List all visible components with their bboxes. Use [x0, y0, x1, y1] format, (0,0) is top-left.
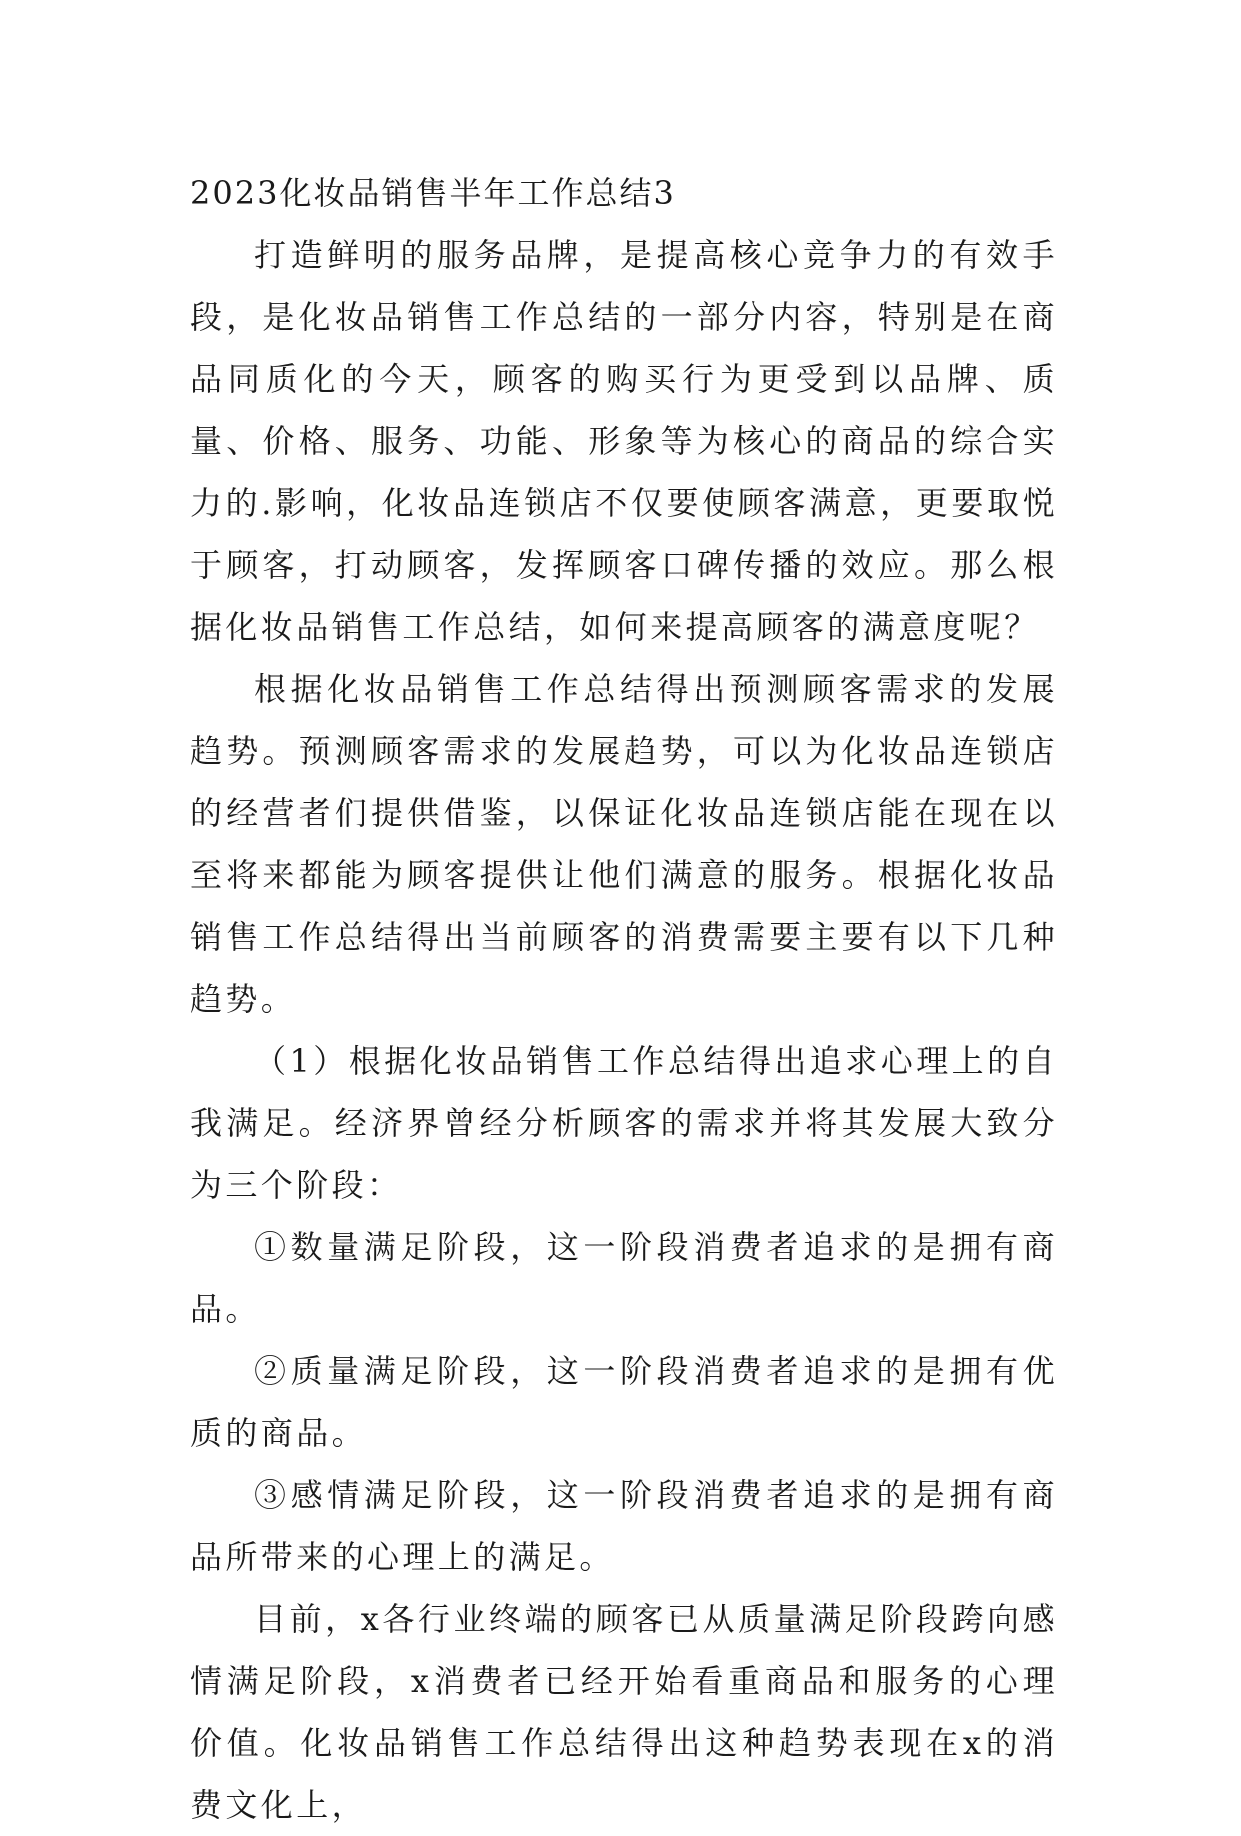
- paragraph-point-1: （1）根据化妆品销售工作总结得出追求心理上的自我满足。经济界曾经分析顾客的需求并将其发展大致分为三个阶段：: [190, 1042, 1058, 1204]
- paragraph-stage-2: ②质量满足阶段，这一阶段消费者追求的是拥有优质的商品。: [190, 1352, 1058, 1452]
- paragraph-trends: 根据化妆品销售工作总结得出预测顾客需求的发展趋势。预测顾客需求的发展趋势，可以为化妆品连锁店的经营者们提供借鉴，以保证化妆品连锁店能在现在以至将来都能为顾客提供让他们满意的服务。根据化妆品销售工作总结得出当前顾客的消费需要主要有以下几种趋势。: [190, 670, 1058, 1018]
- document-body: [190, 162, 1058, 1836]
- document-title: 2023化妆品销售半年工作总结3: [190, 174, 676, 212]
- paragraph-stage-1: ①数量满足阶段，这一阶段消费者追求的是拥有商品。: [190, 1228, 1058, 1328]
- paragraph-current: 目前，x各行业终端的顾客已从质量满足阶段跨向感情满足阶段，x消费者已经开始看重商品和服务的心理价值。化妆品销售工作总结得出这种趋势表现在x的消费文化上，: [190, 1600, 1058, 1824]
- paragraph-intro: 打造鲜明的服务品牌，是提高核心竞争力的有效手段，是化妆品销售工作总结的一部分内容，特别是在商品同质化的今天，顾客的购买行为更受到以品牌、质量、价格、服务、功能、形象等为核心的商品的综合实力的.影响，化妆品连锁店不仅要使顾客满意，更要取悦于顾客，打动顾客，发挥顾客口碑传播的效应。那么根据化妆品销售工作总结，如何来提高顾客的满意度呢？: [190, 236, 1058, 646]
- paragraph-stage-3: ③感情满足阶段，这一阶段消费者追求的是拥有商品所带来的心理上的满足。: [190, 1476, 1058, 1576]
